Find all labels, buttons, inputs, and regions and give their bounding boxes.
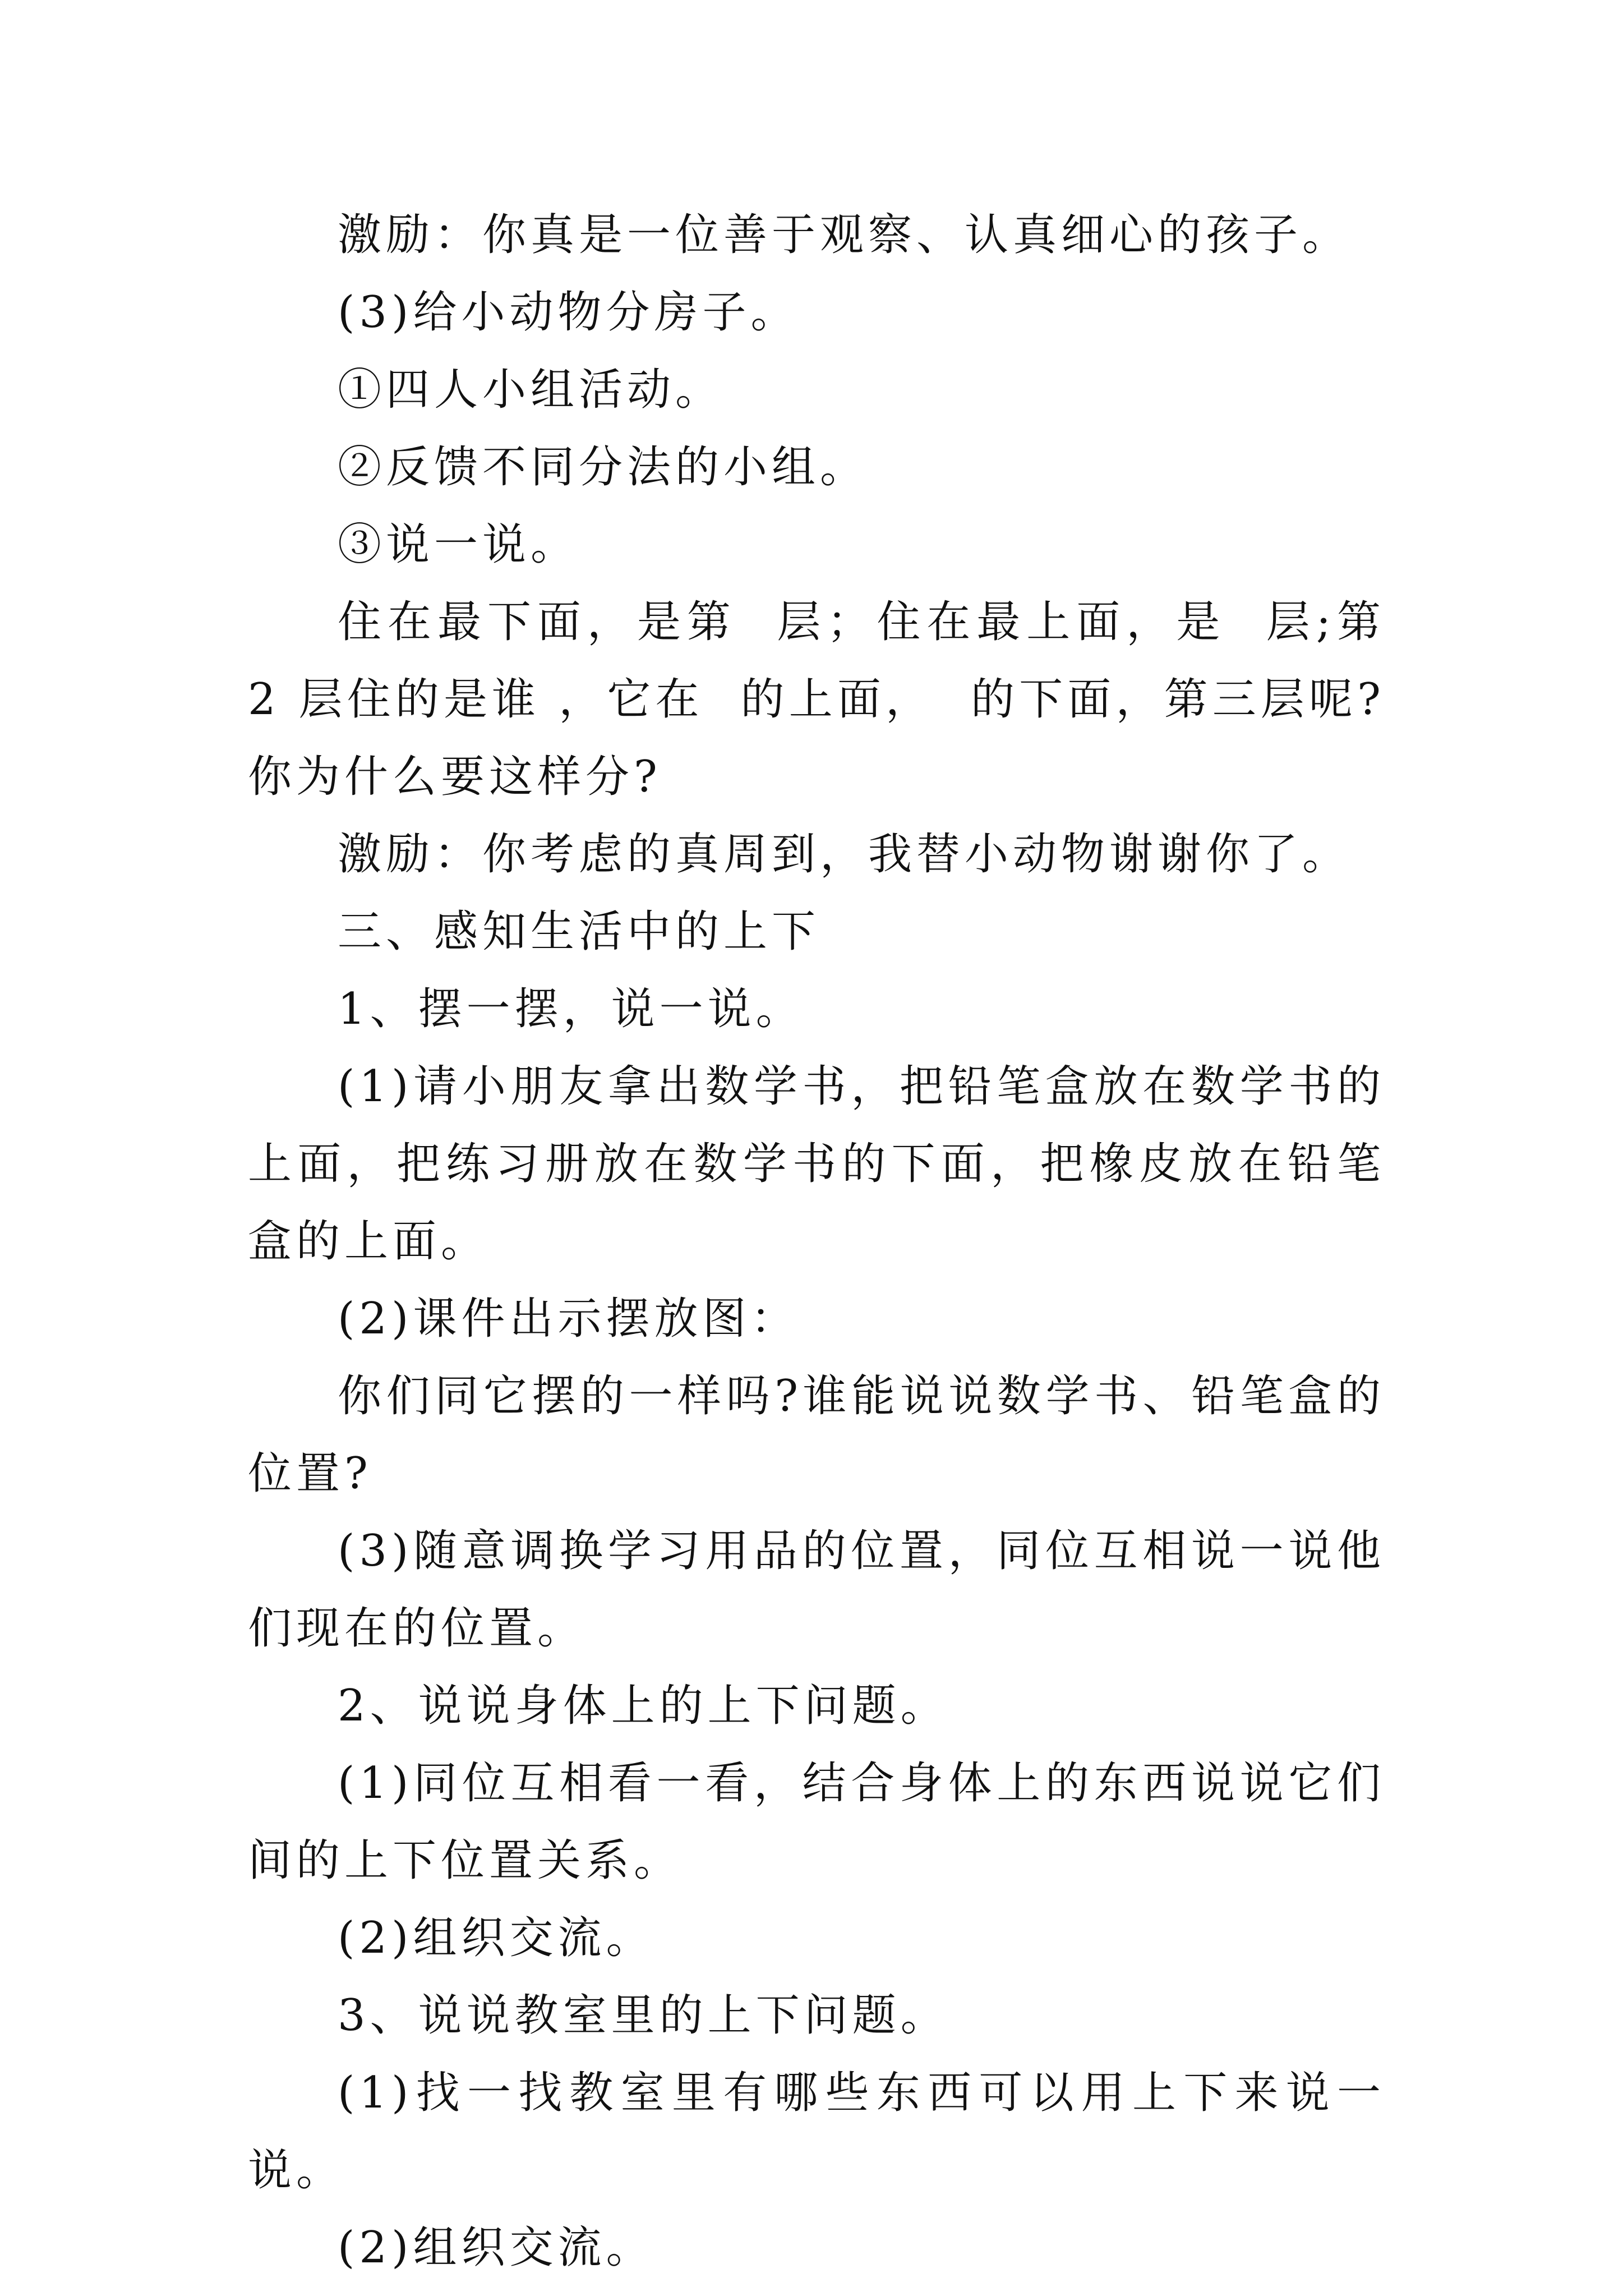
paragraph-position-question: 你们同它摆的一样吗?谁能说说数学书、铅笔盒的位置? — [248, 1371, 1385, 1499]
paragraph-item-3: 3、说说教室里的上下问题。 — [338, 1990, 949, 2041]
paragraph-step-3: (3)给小动物分房子。 — [338, 287, 799, 338]
paragraph-encouragement-1: 激励：你真是一位善于观察、认真细心的孩子。 — [338, 210, 1351, 260]
paragraph-item-1-3: (3)随意调换学习用品的位置，同位互相说一说他们现在的位置。 — [248, 1526, 1385, 1654]
paragraph-item-2-2: (2)组织交流。 — [338, 1913, 654, 1963]
paragraph-item-3-1: (1)找一找教室里有哪些东西可以用上下来说一说。 — [248, 2068, 1385, 2196]
paragraph-encouragement-2: 激励：你考虑的真周到，我替小动物谢谢你了。 — [338, 829, 1351, 880]
paragraph-item-2: 2、说说身体上的上下问题。 — [338, 1681, 949, 1731]
paragraph-item-1-2: (2)课件出示摆放图： — [338, 1294, 799, 1344]
paragraph-group-activity: ①四人小组活动。 — [338, 365, 724, 415]
paragraph-item-3-2: (2)组织交流。 — [338, 2223, 654, 2273]
paragraph-feedback: ②反馈不同分法的小组。 — [338, 442, 869, 493]
document-body — [248, 196, 1404, 2286]
paragraph-section-3-heading: 三、感知生活中的上下 — [338, 907, 820, 957]
paragraph-floors-question: 住在最下面，是第 层；住在最上面，是 层;第 2 层住的是谁 ，它在 的上面， 的下面，第三层呢?你为什么要这样分? — [248, 597, 1404, 802]
paragraph-item-2-1: (1)同位互相看一看，结合身体上的东西说说它们间的上下位置关系。 — [248, 1758, 1385, 1886]
paragraph-item-1-1: (1)请小朋友拿出数学书，把铅笔盒放在数学书的上面，把练习册放在数学书的下面，把橡皮放在铅笔盒的上面。 — [248, 1061, 1385, 1267]
paragraph-item-1: 1、摆一摆，说一说。 — [338, 984, 804, 1034]
paragraph-say: ③说一说。 — [338, 519, 579, 570]
